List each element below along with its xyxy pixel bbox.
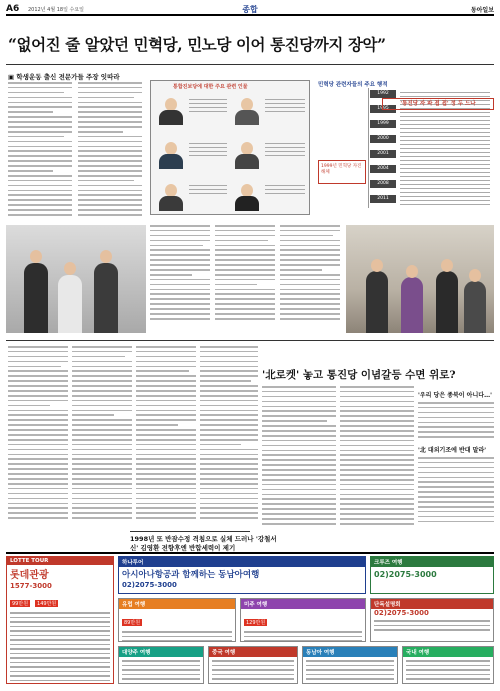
- photo-left: [6, 225, 146, 333]
- article-column-7: [72, 346, 132, 531]
- article-column-8: [136, 346, 196, 531]
- bottom-headline: 1998년 또 반잠수정 격침으로 실체 드러나 '강철서신' 김영환 전향후엔 반합세력이 제기: [130, 535, 277, 552]
- article-column-5: [280, 225, 340, 325]
- person-photo: [157, 95, 185, 125]
- timeline-year: 2001: [370, 150, 396, 158]
- ad-cruise[interactable]: 크루즈 여행 02)2075-3000: [370, 556, 494, 594]
- divider: [6, 64, 494, 65]
- timeline-year: 2004: [370, 165, 396, 173]
- kicker: ▣ 학생운동 출신 전문가들 주장 잇따라: [8, 73, 120, 81]
- ad-lotte-name: 롯데관광: [10, 570, 49, 581]
- subhead-b: '北 대외기조에 반대 말라': [418, 447, 487, 454]
- section-title: 종합: [242, 5, 258, 14]
- advertisement-band: [6, 552, 494, 685]
- main-headline: “없어진 줄 알았던 민혁당, 민노당 이어 통진당까지 장악”: [8, 35, 386, 54]
- article-column-3: [150, 225, 210, 325]
- ad-lotte[interactable]: LOTTE TOUR 롯데관광 1577-3000 99만원 149만원: [6, 556, 114, 684]
- related-people-panel: [150, 80, 310, 215]
- panel-tag: 통합진보당에 대한 주요 관련 인물: [173, 84, 248, 90]
- side-column-2: [340, 386, 414, 531]
- date-line: 2012년 4월 18일 수요일: [28, 7, 85, 13]
- article-column-4: [215, 225, 275, 325]
- person-photo: [157, 139, 185, 169]
- page-number: A6: [6, 4, 20, 14]
- paper-name: 동아일보: [470, 7, 494, 14]
- timeline-year: 2011: [370, 195, 396, 203]
- person-photo: [233, 95, 261, 125]
- person-photo: [157, 181, 185, 211]
- person-photo: [233, 181, 261, 211]
- timeline-title: 민혁당 관련자들의 주요 행적: [318, 82, 388, 88]
- ad-hana[interactable]: 하나투어 아시아나항공과 함께하는 동남아여행 02)2075-3000: [118, 556, 366, 594]
- subhead-a: '우리 당은 종북이 아니다…': [418, 392, 492, 399]
- photo-main: [346, 225, 494, 333]
- ad-japan[interactable]: 단독설명회 02)2075-3000: [370, 598, 494, 642]
- timeline-year: 1999: [370, 120, 396, 128]
- timeline-year: 2008: [370, 180, 396, 188]
- ad-travel-1[interactable]: 유럽 여행 89만원: [118, 598, 236, 642]
- side-column-1: [262, 386, 336, 531]
- ad-travel-4[interactable]: 중국 여행: [208, 646, 298, 684]
- ad-lotte-phone: 1577-3000: [10, 582, 52, 590]
- article-column-6: [8, 346, 68, 531]
- page-header: [6, 4, 494, 16]
- ad-travel-6[interactable]: 국내 여행: [402, 646, 494, 684]
- divider: [130, 531, 250, 532]
- article-column-9: [200, 346, 258, 531]
- side-headline: '北로켓' 놓고 통진당 이념갈등 수면 위로?: [262, 369, 456, 381]
- divider: [6, 340, 494, 341]
- person-photo: [233, 139, 261, 169]
- ad-travel-2[interactable]: 미주 여행 129만원: [240, 598, 366, 642]
- ad-travel-3[interactable]: 대양주 여행: [118, 646, 204, 684]
- timeline-year: 1995: [370, 105, 396, 113]
- article-column-2: [78, 82, 142, 222]
- quote-box: '통진당 자 파 접 접' 정 두 드나: [382, 98, 494, 110]
- ad-travel-5[interactable]: 동남아 여행: [302, 646, 398, 684]
- timeline-year: 1992: [370, 90, 396, 98]
- ad-hana-title: 아시아나항공과 함께하는 동남아여행: [122, 570, 260, 580]
- timeline-year: 2000: [370, 135, 396, 143]
- timeline-callout: 1999년 민혁당 자진 해체: [318, 160, 366, 184]
